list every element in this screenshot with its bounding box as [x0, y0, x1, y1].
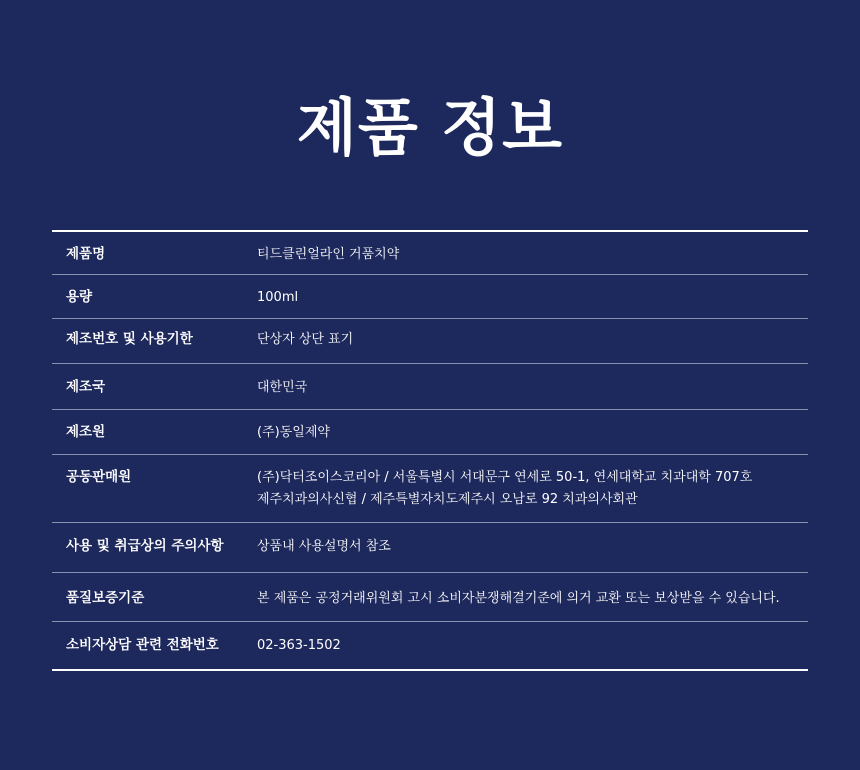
row-value: 대한민국 — [257, 380, 308, 395]
row-value: 상품내 사용설명서 참조 — [257, 539, 391, 554]
page-title: 제품 정보 — [296, 91, 564, 164]
product-info-table — [52, 230, 808, 671]
row-label: 공동판매원 — [66, 469, 132, 485]
row-value: 단상자 상단 표기 — [257, 332, 354, 347]
table-row-country — [52, 363, 808, 409]
table-row-distributor — [52, 454, 808, 522]
table-row-product-name — [52, 232, 808, 274]
row-label: 제조번호 및 사용기한 — [66, 331, 193, 347]
row-label: 소비자상담 관련 전화번호 — [66, 637, 219, 653]
table-row-lot-expiry — [52, 318, 808, 363]
row-label: 사용 및 취급상의 주의사항 — [66, 538, 224, 554]
row-label: 제조원 — [66, 424, 106, 440]
row-value: 티드클린얼라인 거품치약 — [257, 247, 400, 262]
row-label: 품질보증기준 — [66, 590, 145, 606]
row-label: 제품명 — [66, 246, 106, 262]
row-label: 용량 — [66, 289, 93, 305]
row-value: (주)동일제약 — [257, 425, 330, 440]
table-row-quality-standard — [52, 572, 808, 621]
table-row-volume — [52, 274, 808, 318]
row-value: 02-363-1502 — [257, 638, 341, 653]
table-row-manufacturer — [52, 409, 808, 454]
row-value: 100ml — [257, 290, 299, 305]
row-value: (주)닥터조이스코리아 / 서울특별시 서대문구 연세로 50-1, 연세대학교 치과대학 707호 제주치과의사신협 / 제주특별자치도제주시 오남로 92 치과의사회관 — [257, 470, 753, 507]
table-row-consumer-phone — [52, 621, 808, 669]
table-row-precautions — [52, 522, 808, 572]
row-label: 제조국 — [66, 379, 106, 395]
row-value: 본 제품은 공정거래위원회 고시 소비자분쟁해결기준에 의거 교환 또는 보상받을 수 있습니다. — [257, 591, 780, 606]
